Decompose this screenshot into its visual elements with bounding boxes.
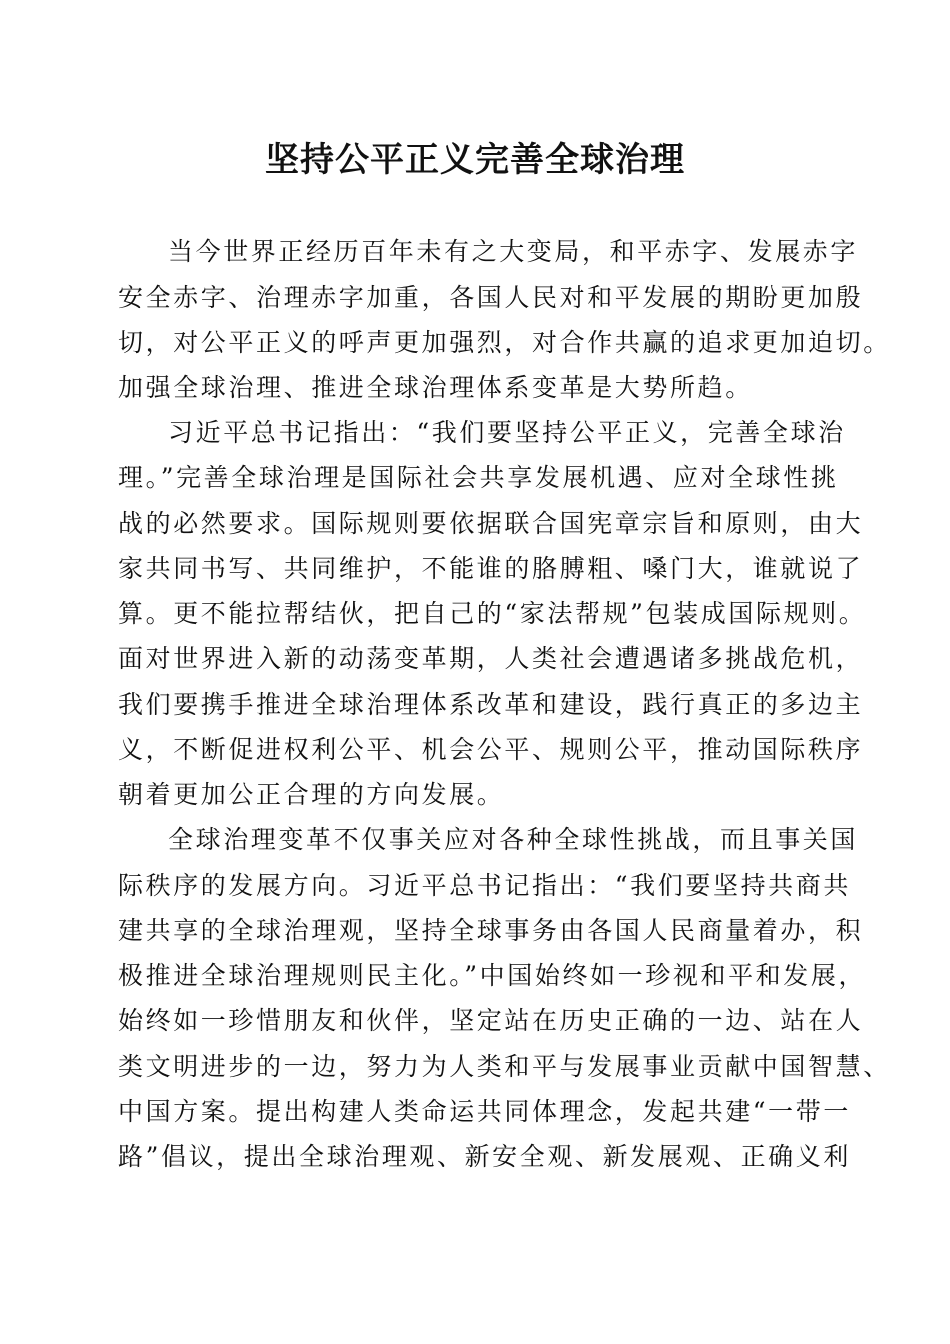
paragraph-3-line-8: 路”倡议，提出全球治理观、新安全观、新发展观、正确义利 bbox=[118, 1142, 851, 1171]
paragraph-1-line-4: 加强全球治理、推进全球治理体系变革是大势所趋。 bbox=[118, 373, 753, 402]
paragraph-2-line-7: 我们要携手推进全球治理体系改革和建设，践行真正的多边主 bbox=[118, 690, 864, 719]
paragraph-2-line-5: 算。更不能拉帮结伙，把自己的“家法帮规”包装成国际规则。 bbox=[118, 599, 867, 628]
paragraph-1-line-3: 切，对公平正义的呼声更加强烈，对合作共赢的追求更加迫切。 bbox=[118, 328, 891, 357]
paragraph-3-line-7: 中国方案。提出构建人类命运共同体理念，发起共建“一带一 bbox=[118, 1097, 851, 1126]
document-title: 坚持公平正义完善全球治理 bbox=[265, 140, 685, 180]
paragraph-3-line-3: 建共享的全球治理观，坚持全球事务由各国人民商量着办，积 bbox=[118, 916, 864, 945]
paragraph-1-line-1: 当今世界正经历百年未有之大变局，和平赤字、发展赤字 bbox=[168, 237, 859, 266]
paragraph-1-line-2: 安全赤字、治理赤字加重，各国人民对和平发展的期盼更加殷 bbox=[118, 283, 864, 312]
paragraph-3-line-5: 始终如一珍惜朋友和伙伴，坚定站在历史正确的一边、站在人 bbox=[118, 1006, 864, 1035]
paragraph-2-line-8: 义，不断促进权利公平、机会公平、规则公平，推动国际秩序 bbox=[118, 735, 864, 764]
paragraph-2-line-9: 朝着更加公正合理的方向发展。 bbox=[118, 780, 505, 809]
paragraph-2-line-6: 面对世界进入新的动荡变革期，人类社会遭遇诸多挑战危机， bbox=[118, 644, 864, 673]
paragraph-2-line-3: 战的必然要求。国际规则要依据联合国宪章宗旨和原则，由大 bbox=[118, 509, 864, 538]
paragraph-3-line-1: 全球治理变革不仅事关应对各种全球性挑战，而且事关国 bbox=[168, 825, 859, 854]
paragraph-3-line-2: 际秩序的发展方向。习近平总书记指出：“我们要坚持共商共 bbox=[118, 871, 851, 900]
paragraph-2-line-2: 理。”完善全球治理是国际社会共享发展机遇、应对全球性挑 bbox=[118, 463, 839, 492]
paragraph-3-line-4: 极推进全球治理规则民主化。”中国始终如一珍视和平和发展， bbox=[118, 961, 867, 990]
paragraph-2-line-4: 家共同书写、共同维护，不能谁的胳膊粗、嗓门大，谁就说了 bbox=[118, 554, 864, 583]
paragraph-3-line-6: 类文明进步的一边，努力为人类和平与发展事业贡献中国智慧、 bbox=[118, 1052, 891, 1081]
paragraph-2-line-1: 习近平总书记指出：“我们要坚持公平正义，完善全球治 bbox=[168, 418, 846, 447]
